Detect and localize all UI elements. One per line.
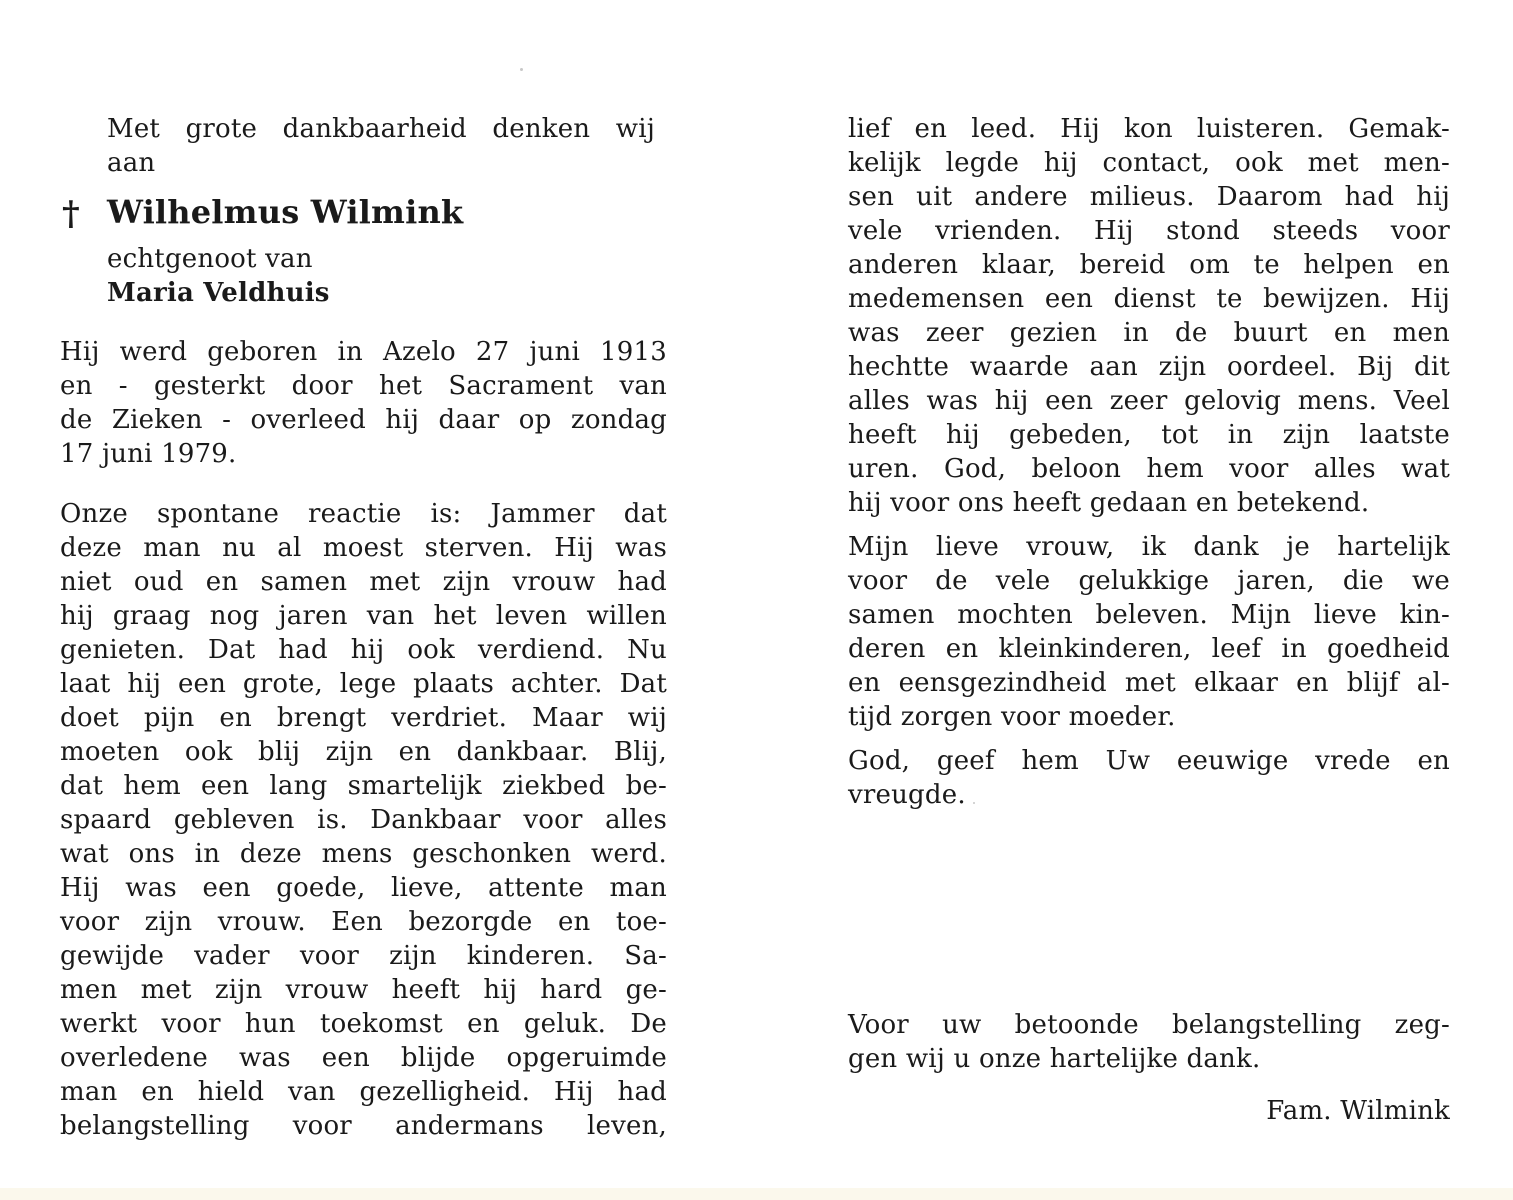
birth-line: 17 juni 1979. (60, 439, 237, 469)
reaction-line: laat hij een grote, lege plaats achter. Dat (60, 669, 667, 699)
continuation-line: lief en leed. Hij kon luisteren. Gemak- (848, 114, 1450, 144)
continuation-line: was zeer gezien in de buurt en men (848, 318, 1450, 348)
prayer-line: God, geef hem Uw eeuwige vrede en (848, 746, 1450, 776)
reaction-line: deze man nu al moest sterven. Hij was (60, 533, 667, 563)
reaction-line: men met zijn vrouw heeft hij hard ge- (60, 975, 667, 1005)
reaction-line: overledene was een blijde opgeruimde (60, 1043, 667, 1073)
spouse-prefix: echtgenoot van (107, 244, 313, 274)
continuation-line: alles was hij een zeer gelovig mens. Veel (848, 386, 1450, 416)
continuation-line: heeft hij gebeden, tot in zijn laatste (848, 420, 1450, 450)
reaction-line: moeten ook blij zijn en dankbaar. Blij, (60, 737, 667, 767)
reaction-line: genieten. Dat had hij ook verdiend. Nu (60, 635, 667, 665)
farewell-line: en eensgezindheid met elkaar en blijf al- (848, 668, 1450, 698)
reaction-line: man en hield van gezelligheid. Hij had (60, 1077, 667, 1107)
reaction-line: spaard gebleven is. Dankbaar voor alles (60, 805, 667, 835)
birth-line: de Zieken - overleed hij daar op zondag (60, 405, 667, 435)
farewell-line: deren en kleinkinderen, leef in goedheid (848, 634, 1450, 664)
reaction-line: Onze spontane reactie is: Jammer dat (60, 499, 667, 529)
reaction-line: hij graag nog jaren van het leven willen (60, 601, 667, 631)
reaction-line: wat ons in deze mens geschonken werd. (60, 839, 667, 869)
reaction-line: dat hem een lang smartelijk ziekbed be- (60, 771, 667, 801)
spouse-name: Maria Veldhuis (107, 278, 330, 308)
intro-line-2: aan (107, 148, 156, 178)
continuation-line: medemensen een dienst te bewijzen. Hij (848, 284, 1450, 314)
birth-line: en - gesterkt door het Sacrament van (60, 371, 667, 401)
prayer-line: vreugde. (848, 780, 966, 810)
reaction-line: Hij was een goede, lieve, attente man (60, 873, 667, 903)
continuation-line: kelijk legde hij contact, ook met men- (848, 148, 1450, 178)
continuation-line: vele vrienden. Hij stond steeds voor (848, 216, 1450, 246)
thanks-line: gen wij u onze hartelijke dank. (848, 1044, 1261, 1074)
reaction-line: gewijde vader voor zijn kinderen. Sa- (60, 941, 667, 971)
continuation-line: hechtte waarde aan zijn oordeel. Bij dit (848, 352, 1450, 382)
farewell-line: voor de vele gelukkige jaren, die we (848, 566, 1450, 596)
intro-line-1: Met grote dankbaarheid denken wij (107, 114, 655, 144)
cross-icon: † (62, 194, 80, 234)
continuation-line: sen uit andere milieus. Daarom had hij (848, 182, 1450, 212)
reaction-line: niet oud en samen met zijn vrouw had (60, 567, 667, 597)
reaction-line: doet pijn en brengt verdriet. Maar wij (60, 703, 667, 733)
birth-line: Hij werd geboren in Azelo 27 juni 1913 (60, 337, 667, 367)
reaction-line: voor zijn vrouw. Een bezorgde en toe- (60, 907, 667, 937)
continuation-line: anderen klaar, bereid om te helpen en (848, 250, 1450, 280)
scan-speck (973, 802, 975, 804)
continuation-line: uren. God, beloon hem voor alles wat (848, 454, 1450, 484)
paper-edge (0, 1188, 1513, 1200)
farewell-line: samen mochten beleven. Mijn lieve kin- (848, 600, 1450, 630)
scan-speck (520, 68, 523, 71)
reaction-line: werkt voor hun toekomst en geluk. De (60, 1009, 667, 1039)
deceased-name: Wilhelmus Wilmink (107, 193, 464, 231)
family-signature: Fam. Wilmink (1266, 1096, 1450, 1126)
thanks-line: Voor uw betoonde belangstelling zeg- (848, 1010, 1450, 1040)
farewell-line: tijd zorgen voor moeder. (848, 702, 1176, 732)
reaction-line: belangstelling voor andermans leven, (60, 1111, 667, 1141)
continuation-line: hij voor ons heeft gedaan en betekend. (848, 488, 1370, 518)
farewell-line: Mijn lieve vrouw, ik dank je hartelijk (848, 532, 1450, 562)
